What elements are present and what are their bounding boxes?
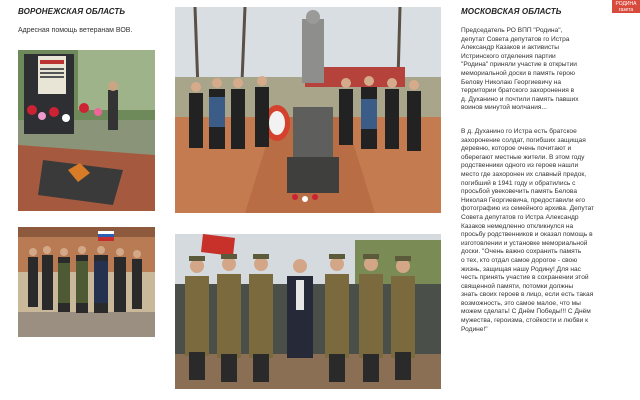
left-subtitle: Адресная помощь ветеранам ВОВ. xyxy=(18,27,133,34)
left-heading: ВОРОНЕЖСКАЯ ОБЛАСТЬ xyxy=(18,7,126,16)
article-paragraph-2: В д. Духанино го Истра есть братское захоронение солдат, погибших защищая деревню, которое очень почитают и оберегают местные жители. В этом году родственники одного из героев нашли место где захоронен их славный предок, погибший в 1941 году и обратились с просьбой увековечить память Белова Николая Георгиевича, предоставили его фотографию из семейного архива. Депутат Совета депутатов го Истра Александр Казаков немедленно откликнулся на просьбу родственников и оказал помощь в изготовлении и установке мемориальной доски. "Очень важно сохранить память о тех, кто отдал самое дорогое - свою жизнь, защищая нашу Родину! Для нас честь принять участие в сохранении этой священной памяти, потомки должны знать своих героев в лицо, если есть такая возможность, это самое малое, что мы можем сделать! С Днём Победы!!! С Днём мужества, героизма, стойкости и любви к Родине!" xyxy=(461,128,595,333)
corner-tab: РОДИНА газета xyxy=(612,0,640,13)
veterans-group-photo xyxy=(18,227,155,337)
right-heading: МОСКОВСКАЯ ОБЛАСТЬ xyxy=(461,7,562,16)
monument-ceremony-photo xyxy=(175,7,441,213)
article-paragraph-1: Председатель РО ВПП "Родина", депутат Совета депутатов го Истра Александр Казаков и активисты Истринского отделения партии "Родина" приняли участие в открытии мемориальной доски в память герою Белову Николаю Георгиевичу на территории братского захоронения в д. Духанино и почтили память павших воинов минутой молчания... xyxy=(461,27,579,112)
soldiers-lineup-photo xyxy=(175,234,441,389)
memorial-plaque-photo xyxy=(18,50,155,211)
